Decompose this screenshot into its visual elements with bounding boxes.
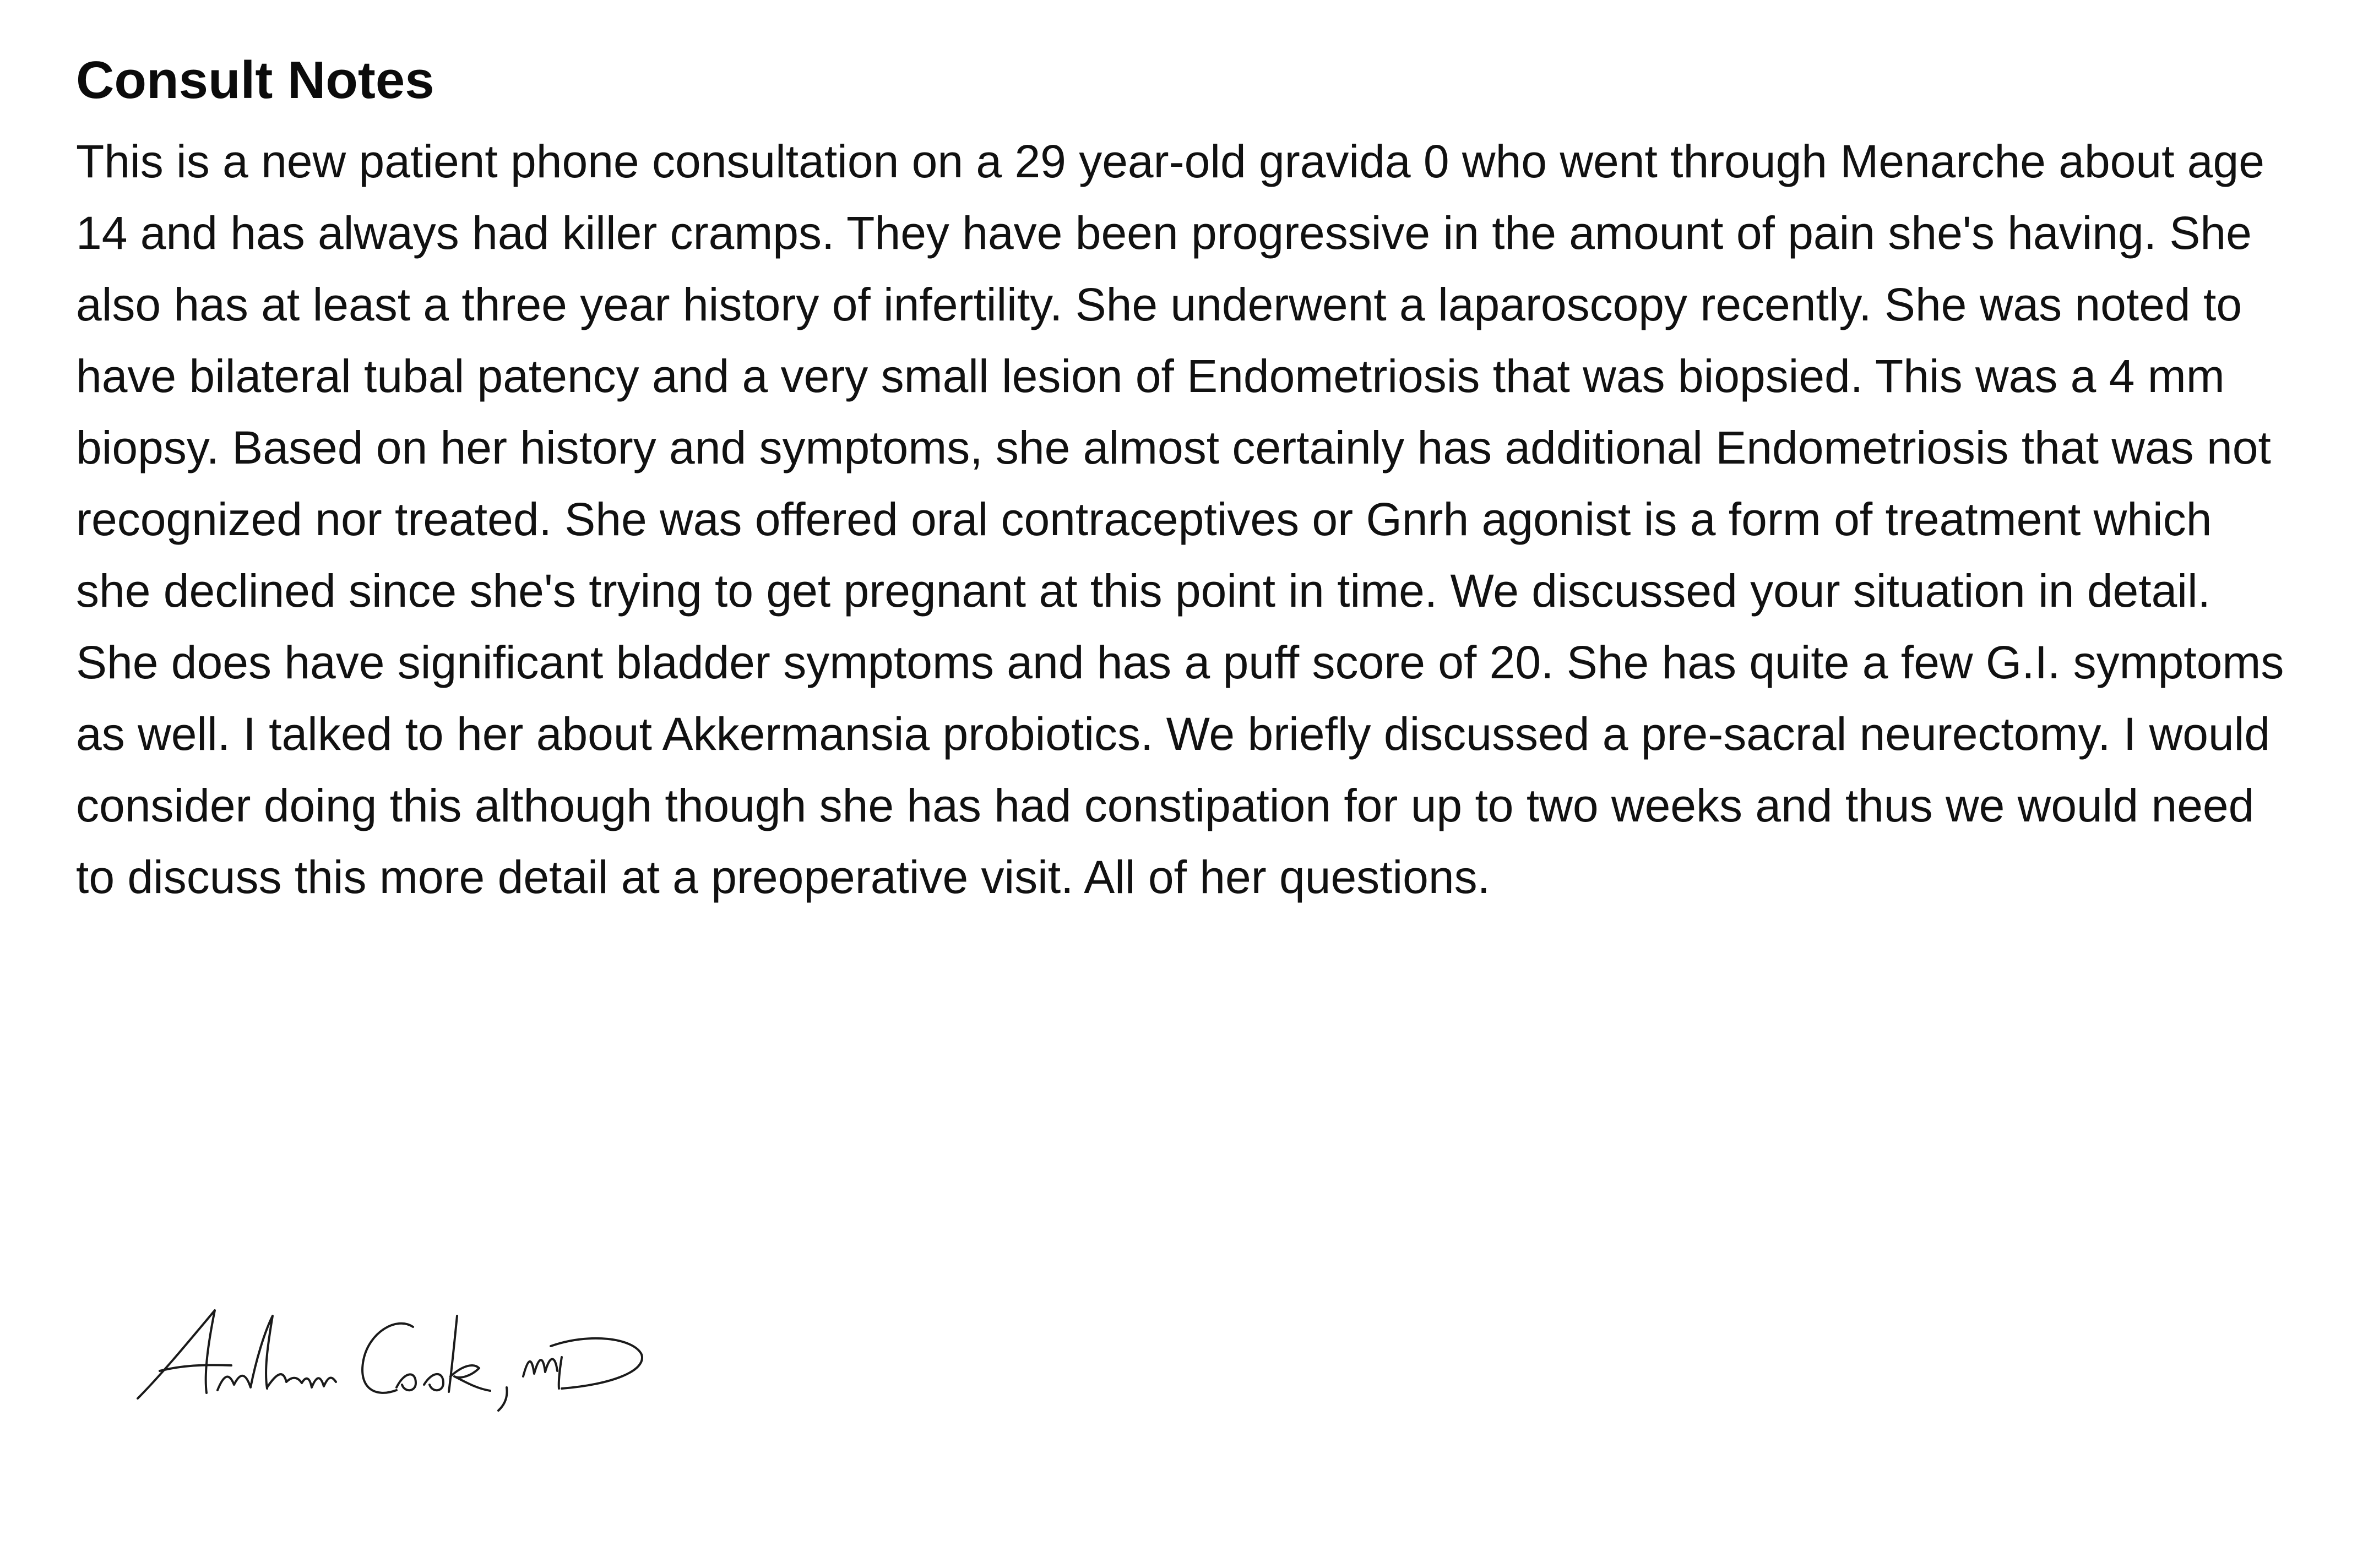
note-line: have bilateral tubal patency and a very small lesion of Endometriosis that was biopsied. This was a 4 mm [76, 350, 2225, 402]
note-line: she declined since she's trying to get pregnant at this point in time. We discussed your situation in detail. [76, 565, 2210, 617]
note-line: to discuss this more detail at a preoperative visit. All of her questions. [76, 851, 1490, 903]
note-line: biopsy. Based on her history and symptoms, she almost certainly has additional Endometriosis that was not [76, 422, 2271, 473]
page-title: Consult Notes [76, 51, 434, 110]
note-line: consider doing this although though she has had constipation for up to two weeks and thus we would need [76, 780, 2255, 831]
note-line: as well. I talked to her about Akkermansia probiotics. We briefly discussed a pre-sacral neurectomy. I would [76, 708, 2271, 760]
note-line: 14 and has always had killer cramps. They have been progressive in the amount of pain she's having. She [76, 207, 2252, 259]
note-line: recognized nor treated. She was offered oral contraceptives or Gnrh agonist is a form of treatment which [76, 493, 2212, 545]
note-line: also has at least a three year history of infertility. She underwent a laparoscopy recently. She was noted to [76, 279, 2242, 330]
consult-note-body [76, 126, 2361, 913]
note-line: This is a new patient phone consultation on a 29 year-old gravida 0 who went through Menarche about age [76, 135, 2264, 187]
note-line: She does have significant bladder symptoms and has a puff score of 20. She has quite a few G.I. symptoms [76, 636, 2284, 688]
handwritten-signature [127, 1294, 655, 1448]
